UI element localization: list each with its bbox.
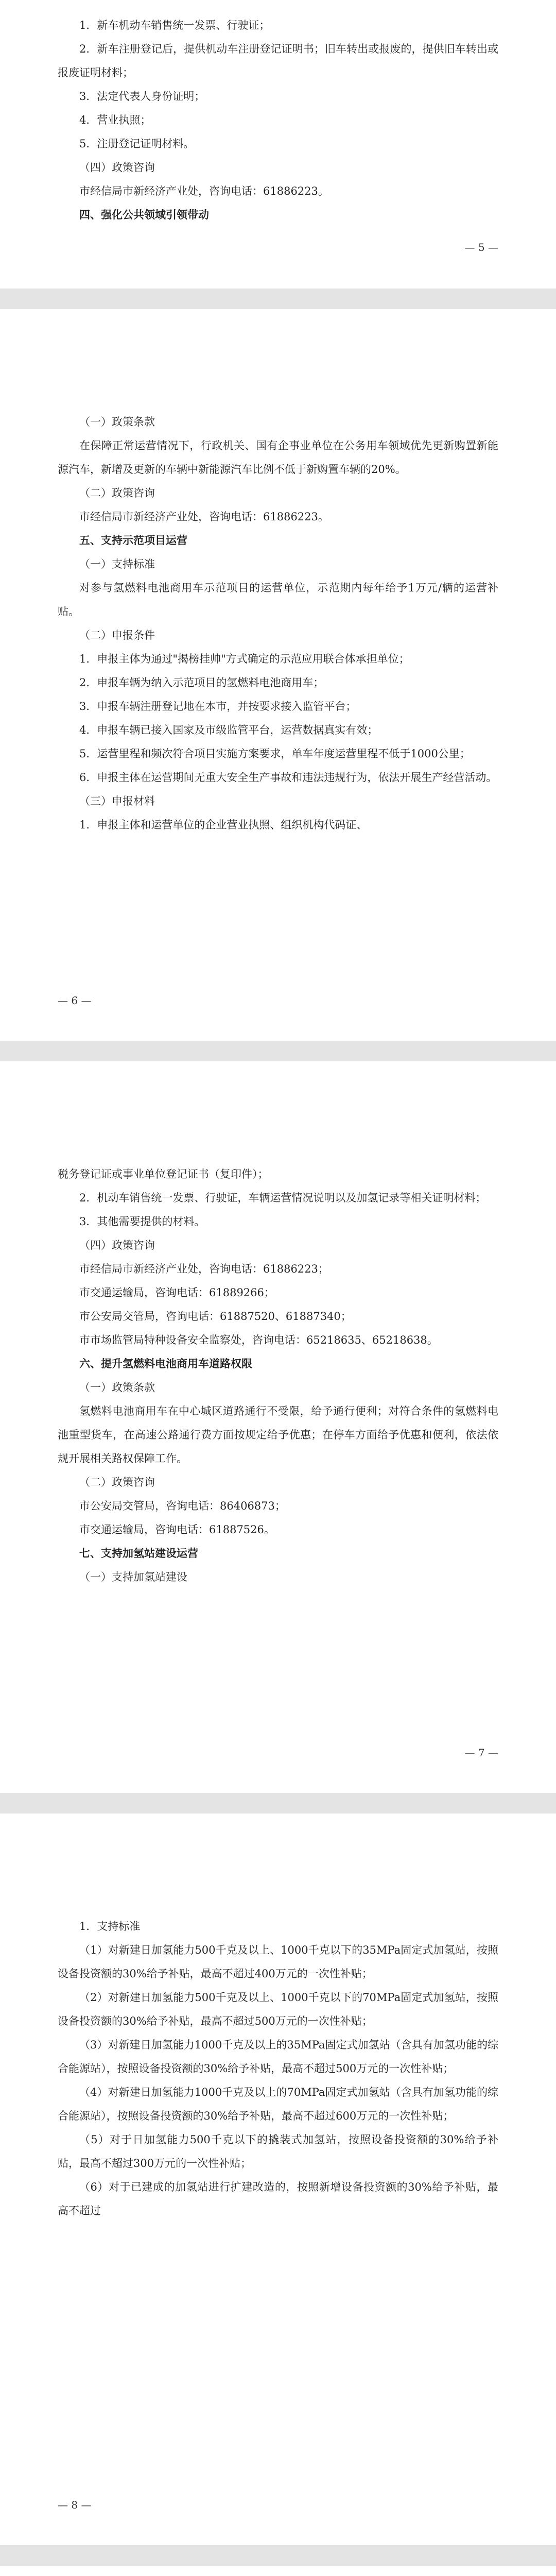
paragraph: 税务登记证或事业单位登记证书（复印件）； [58,1168,269,1180]
paragraph: 市交通运输局，咨询电话：61889266； [79,1286,275,1299]
document-page-7 [0,1061,556,1793]
paragraph: （二）申报条件 [79,629,155,641]
paragraph: （3）对新建日加氢能力1000千克及以上的35MPa固定式加氢站（含具有加氢功能的综合能源站），按照设备投资额的30%给予补贴，最高不超过500万元的一次性补贴； [58,2039,498,2075]
paragraph: （一）支持标准 [79,558,155,570]
paragraph: 5．注册登记证明材料。 [79,138,195,150]
page-content [58,1914,498,2223]
document-page-8 [0,1814,556,2545]
paragraph: 在保障正常运营情况下，行政机关、国有企事业单位在公务用车领域优先更新购置新能源汽车，新增及更新的车辆中新能源汽车比例不低于新购置车辆的20%。 [58,439,498,476]
paragraph: （1）对新建日加氢能力500千克及以上、1000千克以下的35MPa固定式加氢站，按照设备投资额的30%给予补贴，最高不超过400万元的一次性补贴； [58,1944,498,1980]
paragraph: （一）支持加氢站建设 [79,1571,187,1583]
paragraph: （一）政策条款 [79,1381,155,1394]
paragraph: 市公安局交管局，咨询电话：61887520、61887340； [79,1310,352,1323]
paragraph: （2）对新建日加氢能力500千克及以上、1000千克以下的70MPa固定式加氢站，按照设备投资额的30%给予补贴，最高不超过500万元的一次性补贴； [58,1991,498,2027]
document-page-6 [0,309,556,1041]
paragraph: 1．支持标准 [79,1920,141,1933]
paragraph: 2．申报车辆为纳入示范项目的氢燃料电池商用车； [79,676,324,689]
paragraph: （5）对于日加氢能力500千克以下的撬装式加氢站，按照设备投资额的30%给予补贴，最高不超过300万元的一次性补贴； [58,2133,498,2170]
page-number: — 8 — [58,2499,92,2511]
paragraph: （一）政策条款 [79,416,155,428]
page-content [58,410,498,837]
page-number: — 6 — [58,994,92,1007]
paragraph: 氢燃料电池商用车在中心城区道路通行不受限，给予通行便利；对符合条件的氢燃料电池重型货车，在高速公路通行费方面按规定给予优惠；在停车方面给予优惠和便利，依法依规开展相关路权保障工作。 [58,1405,498,1465]
page-content [58,1162,498,1589]
section-heading: 四、强化公共领域引领带动 [79,209,209,221]
section-heading: 六、提升氢燃料电池商用车道路权限 [79,1358,252,1370]
paragraph: 4．营业执照； [79,114,151,126]
document-page-5 [0,0,556,289]
paragraph: 1．申报主体为通过"揭榜挂帅"方式确定的示范应用联合体承担单位； [79,653,410,665]
paragraph: 4．申报车辆已接入国家及市级监管平台，运营数据真实有效； [79,724,378,736]
paragraph: 5．运营里程和频次符合项目实施方案要求，单车年度运营里程不低于1000公里； [79,748,471,760]
paragraph: 2．机动车销售统一发票、行驶证，车辆运营情况说明以及加氢记录等相关证明材料； [79,1192,486,1204]
paragraph: 市经信局市新经济产业处，咨询电话：61886223。 [79,511,329,523]
paragraph: 6．申报主体在运营期间无重大安全生产事故和违法违规行为，依法开展生产经营活动。 [79,771,497,784]
paragraph: 市经信局市新经济产业处，咨询电话：61886223。 [79,185,329,197]
section-heading: 五、支持示范项目运营 [79,534,187,547]
paragraph: 市公安局交管局，咨询电话：86406873； [79,1500,286,1512]
paragraph: （四）政策咨询 [79,1239,155,1251]
paragraph: 1．新车机动车销售统一发票、行驶证； [79,19,270,31]
paragraph: 市经信局市新经济产业处，咨询电话：61886223； [79,1263,329,1275]
section-heading: 七、支持加氢站建设运营 [79,1547,198,1560]
paragraph: 3．法定代表人身份证明； [79,90,205,103]
paragraph: 3．申报车辆注册登记地在本市，并按要求接入监管平台； [79,700,357,713]
page-content [58,13,498,227]
page-number: — 5 — [464,241,498,253]
page-number: — 7 — [464,1747,498,1759]
paragraph: （三）申报材料 [79,795,155,807]
paragraph: 市市场监管局特种设备安全监察处，咨询电话：65218635、65218638。 [79,1334,438,1346]
paragraph: 2．新车注册登记后，提供机动车注册登记证明书；旧车转出或报废的，提供旧车转出或报废证明材料； [58,43,498,79]
paragraph: （二）政策咨询 [79,487,155,499]
paragraph: （四）政策咨询 [79,161,155,174]
paragraph: （二）政策咨询 [79,1476,155,1488]
paragraph: 3．其他需要提供的材料。 [79,1215,205,1228]
paragraph: 市交通运输局，咨询电话：61887526。 [79,1523,275,1536]
paragraph: 1．申报主体和运营单位的企业营业执照、组织机构代码证、 [79,819,368,831]
paragraph: （6）对于已建成的加氢站进行扩建改造的，按照新增设备投资额的30%给予补贴，最高不超过 [58,2181,498,2217]
paragraph: 对参与氢燃料电池商用车示范项目的运营单位，示范期内每年给予1万元/辆的运营补贴。 [58,582,498,618]
paragraph: （4）对新建日加氢能力1000千克及以上的70MPa固定式加氢站（含具有加氢功能的综合能源站），按照设备投资额的30%给予补贴，最高不超过600万元的一次性补贴； [58,2086,498,2122]
document-page-9 [0,2566,556,2576]
